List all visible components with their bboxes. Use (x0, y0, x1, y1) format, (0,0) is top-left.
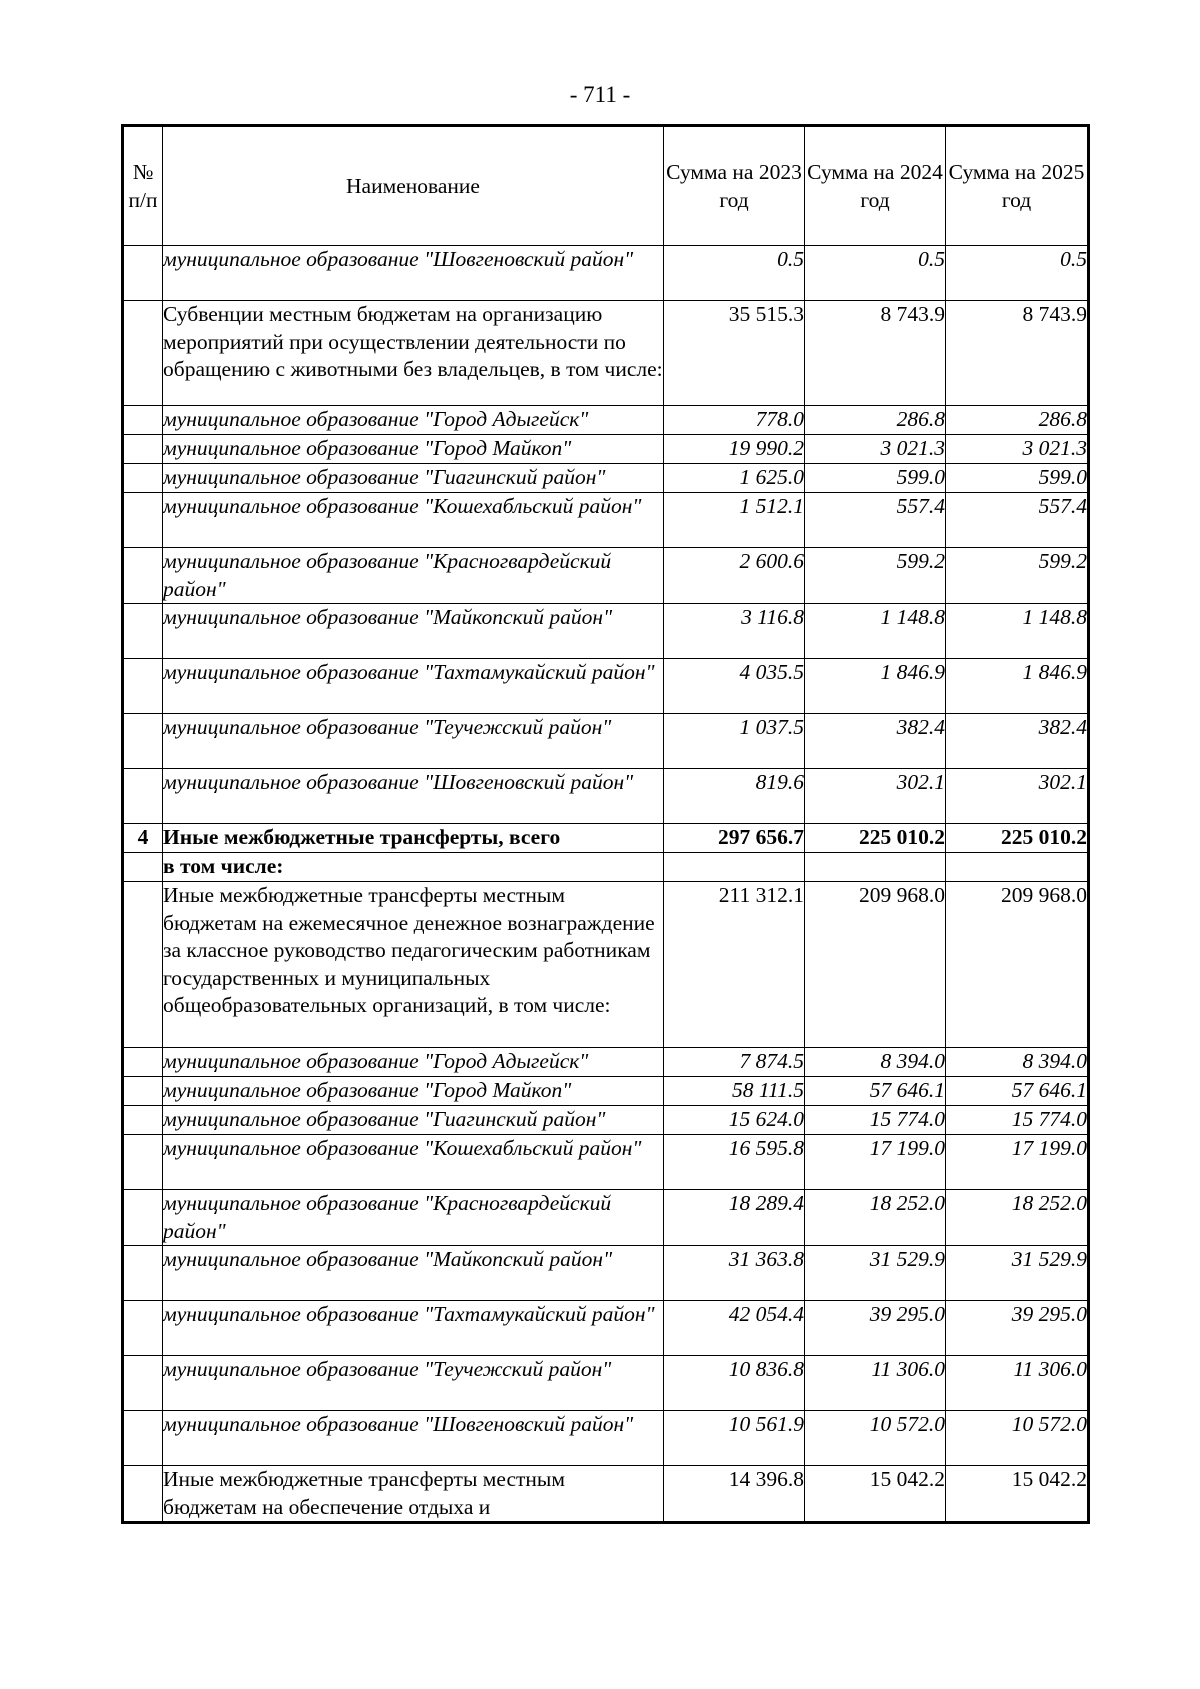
cell-name: муниципальное образование "Гиагинский район" (163, 1106, 664, 1135)
cell-name: в том числе: (163, 853, 664, 882)
cell-sum-2025: 599.2 (946, 548, 1089, 604)
cell-sum-2025: 302.1 (946, 769, 1089, 824)
cell-name: муниципальное образование "Город Адыгейск" (163, 406, 664, 435)
table-row (123, 1106, 1089, 1135)
table-body (123, 246, 1089, 1523)
cell-sum-2024: 0.5 (805, 246, 946, 301)
table-row (123, 853, 1089, 882)
cell-name: муниципальное образование "Майкопский район" (163, 604, 664, 659)
cell-name: муниципальное образование "Шовгеновский район" (163, 769, 664, 824)
cell-num (123, 548, 163, 604)
cell-sum-2023: 58 111.5 (664, 1077, 805, 1106)
table-row (123, 1411, 1089, 1466)
table-row (123, 246, 1089, 301)
table-row (123, 714, 1089, 769)
table-row (123, 604, 1089, 659)
cell-sum-2025: 1 148.8 (946, 604, 1089, 659)
cell-sum-2024: 57 646.1 (805, 1077, 946, 1106)
cell-num (123, 1356, 163, 1411)
cell-sum-2024: 10 572.0 (805, 1411, 946, 1466)
header-sum-2024: Сумма на 2024 год (805, 126, 946, 246)
cell-num (123, 435, 163, 464)
cell-num (123, 659, 163, 714)
cell-sum-2023: 14 396.8 (664, 1466, 805, 1523)
cell-sum-2025: 39 295.0 (946, 1301, 1089, 1356)
cell-sum-2023: 19 990.2 (664, 435, 805, 464)
cell-sum-2024: 599.2 (805, 548, 946, 604)
cell-sum-2025: 1 846.9 (946, 659, 1089, 714)
cell-sum-2024: 15 042.2 (805, 1466, 946, 1523)
cell-sum-2024: 225 010.2 (805, 824, 946, 853)
cell-sum-2023: 2 600.6 (664, 548, 805, 604)
cell-sum-2023: 31 363.8 (664, 1246, 805, 1301)
cell-sum-2024: 39 295.0 (805, 1301, 946, 1356)
cell-sum-2023: 0.5 (664, 246, 805, 301)
cell-num (123, 882, 163, 1048)
cell-sum-2023: 1 037.5 (664, 714, 805, 769)
table-header-row (123, 126, 1089, 246)
cell-name: муниципальное образование "Город Адыгейск" (163, 1048, 664, 1077)
cell-name: муниципальное образование "Город Майкоп" (163, 435, 664, 464)
cell-sum-2025 (946, 853, 1089, 882)
cell-sum-2024: 286.8 (805, 406, 946, 435)
table-row (123, 435, 1089, 464)
cell-name: муниципальное образование "Шовгеновский район" (163, 1411, 664, 1466)
cell-num (123, 1135, 163, 1190)
cell-sum-2025: 225 010.2 (946, 824, 1089, 853)
table-row (123, 548, 1089, 604)
table-row (123, 769, 1089, 824)
cell-sum-2025: 10 572.0 (946, 1411, 1089, 1466)
table-row (123, 1466, 1089, 1523)
cell-sum-2025: 8 394.0 (946, 1048, 1089, 1077)
cell-name: Иные межбюджетные трансферты местным бюджетам на ежемесячное денежное вознаграждение за классное руководство педагогическим работникам государственных и муниципальных общеобразовательных организаций, в том числе: (163, 882, 664, 1048)
cell-sum-2025: 599.0 (946, 464, 1089, 493)
table-row (123, 659, 1089, 714)
cell-sum-2023: 1 625.0 (664, 464, 805, 493)
cell-name: муниципальное образование "Майкопский район" (163, 1246, 664, 1301)
cell-sum-2023: 4 035.5 (664, 659, 805, 714)
table-row (123, 1077, 1089, 1106)
cell-sum-2024: 31 529.9 (805, 1246, 946, 1301)
cell-num (123, 853, 163, 882)
cell-num (123, 1411, 163, 1466)
cell-num (123, 1077, 163, 1106)
cell-name: муниципальное образование "Теучежский район" (163, 714, 664, 769)
table-row (123, 824, 1089, 853)
table-row (123, 1190, 1089, 1246)
cell-num (123, 493, 163, 548)
cell-sum-2025: 31 529.9 (946, 1246, 1089, 1301)
cell-sum-2025: 286.8 (946, 406, 1089, 435)
cell-num: 4 (123, 824, 163, 853)
cell-name: муниципальное образование "Красногвардейский район" (163, 1190, 664, 1246)
cell-sum-2023: 42 054.4 (664, 1301, 805, 1356)
cell-sum-2025: 3 021.3 (946, 435, 1089, 464)
cell-name: муниципальное образование "Город Майкоп" (163, 1077, 664, 1106)
cell-sum-2024: 382.4 (805, 714, 946, 769)
cell-sum-2024: 3 021.3 (805, 435, 946, 464)
cell-sum-2023: 297 656.7 (664, 824, 805, 853)
page-number: - 711 - (569, 82, 631, 107)
cell-sum-2023: 778.0 (664, 406, 805, 435)
table-row (123, 1301, 1089, 1356)
table-row (123, 1356, 1089, 1411)
cell-num (123, 604, 163, 659)
cell-sum-2025: 8 743.9 (946, 301, 1089, 406)
cell-num (123, 246, 163, 301)
header-num: № п/п (123, 126, 163, 246)
cell-sum-2025: 557.4 (946, 493, 1089, 548)
cell-sum-2023: 819.6 (664, 769, 805, 824)
table-row (123, 1135, 1089, 1190)
cell-name: муниципальное образование "Шовгеновский район" (163, 246, 664, 301)
cell-num (123, 301, 163, 406)
cell-sum-2023: 10 561.9 (664, 1411, 805, 1466)
cell-sum-2024: 11 306.0 (805, 1356, 946, 1411)
cell-name: Субвенции местным бюджетам на организацию мероприятий при осуществлении деятельности по обращению с животными без владельцев, в том числе: (163, 301, 664, 406)
cell-num (123, 1048, 163, 1077)
cell-num (123, 406, 163, 435)
cell-sum-2024: 15 774.0 (805, 1106, 946, 1135)
cell-num (123, 1246, 163, 1301)
cell-sum-2024: 8 743.9 (805, 301, 946, 406)
table-row (123, 493, 1089, 548)
budget-table (121, 124, 1090, 1524)
cell-sum-2023: 18 289.4 (664, 1190, 805, 1246)
cell-sum-2023: 211 312.1 (664, 882, 805, 1048)
cell-name: муниципальное образование "Теучежский район" (163, 1356, 664, 1411)
cell-sum-2024: 302.1 (805, 769, 946, 824)
header-name: Наименование (163, 126, 664, 246)
cell-name: муниципальное образование "Кошехабльский район" (163, 493, 664, 548)
cell-sum-2025: 382.4 (946, 714, 1089, 769)
cell-sum-2024: 599.0 (805, 464, 946, 493)
cell-sum-2025: 15 774.0 (946, 1106, 1089, 1135)
cell-name: Иные межбюджетные трансферты местным бюджетам на обеспечение отдыха и (163, 1466, 664, 1523)
cell-num (123, 1190, 163, 1246)
cell-name: муниципальное образование "Кошехабльский район" (163, 1135, 664, 1190)
cell-name: муниципальное образование "Гиагинский район" (163, 464, 664, 493)
table-row (123, 882, 1089, 1048)
cell-sum-2023: 3 116.8 (664, 604, 805, 659)
cell-name: Иные межбюджетные трансферты, всего (163, 824, 664, 853)
cell-sum-2023: 1 512.1 (664, 493, 805, 548)
header-sum-2025: Сумма на 2025 год (946, 126, 1089, 246)
cell-sum-2024: 18 252.0 (805, 1190, 946, 1246)
cell-name: муниципальное образование "Тахтамукайский район" (163, 659, 664, 714)
cell-num (123, 1106, 163, 1135)
cell-sum-2024: 557.4 (805, 493, 946, 548)
cell-sum-2025: 57 646.1 (946, 1077, 1089, 1106)
cell-sum-2023: 10 836.8 (664, 1356, 805, 1411)
cell-sum-2025: 11 306.0 (946, 1356, 1089, 1411)
cell-sum-2025: 18 252.0 (946, 1190, 1089, 1246)
cell-num (123, 769, 163, 824)
cell-name: муниципальное образование "Тахтамукайский район" (163, 1301, 664, 1356)
cell-sum-2024: 17 199.0 (805, 1135, 946, 1190)
cell-name: муниципальное образование "Красногвардейский район" (163, 548, 664, 604)
cell-sum-2025: 17 199.0 (946, 1135, 1089, 1190)
cell-sum-2024 (805, 853, 946, 882)
table-row (123, 1246, 1089, 1301)
cell-sum-2023: 16 595.8 (664, 1135, 805, 1190)
cell-sum-2024: 1 846.9 (805, 659, 946, 714)
cell-sum-2023: 15 624.0 (664, 1106, 805, 1135)
cell-sum-2025: 0.5 (946, 246, 1089, 301)
table-row (123, 406, 1089, 435)
cell-sum-2024: 8 394.0 (805, 1048, 946, 1077)
cell-sum-2025: 209 968.0 (946, 882, 1089, 1048)
cell-sum-2024: 1 148.8 (805, 604, 946, 659)
cell-num (123, 714, 163, 769)
cell-num (123, 1301, 163, 1356)
table-row (123, 464, 1089, 493)
cell-num (123, 464, 163, 493)
header-sum-2023: Сумма на 2023 год (664, 126, 805, 246)
table-row (123, 1048, 1089, 1077)
cell-sum-2023: 7 874.5 (664, 1048, 805, 1077)
cell-sum-2025: 15 042.2 (946, 1466, 1089, 1523)
table-row (123, 301, 1089, 406)
cell-sum-2023 (664, 853, 805, 882)
cell-sum-2023: 35 515.3 (664, 301, 805, 406)
cell-sum-2024: 209 968.0 (805, 882, 946, 1048)
cell-num (123, 1466, 163, 1523)
